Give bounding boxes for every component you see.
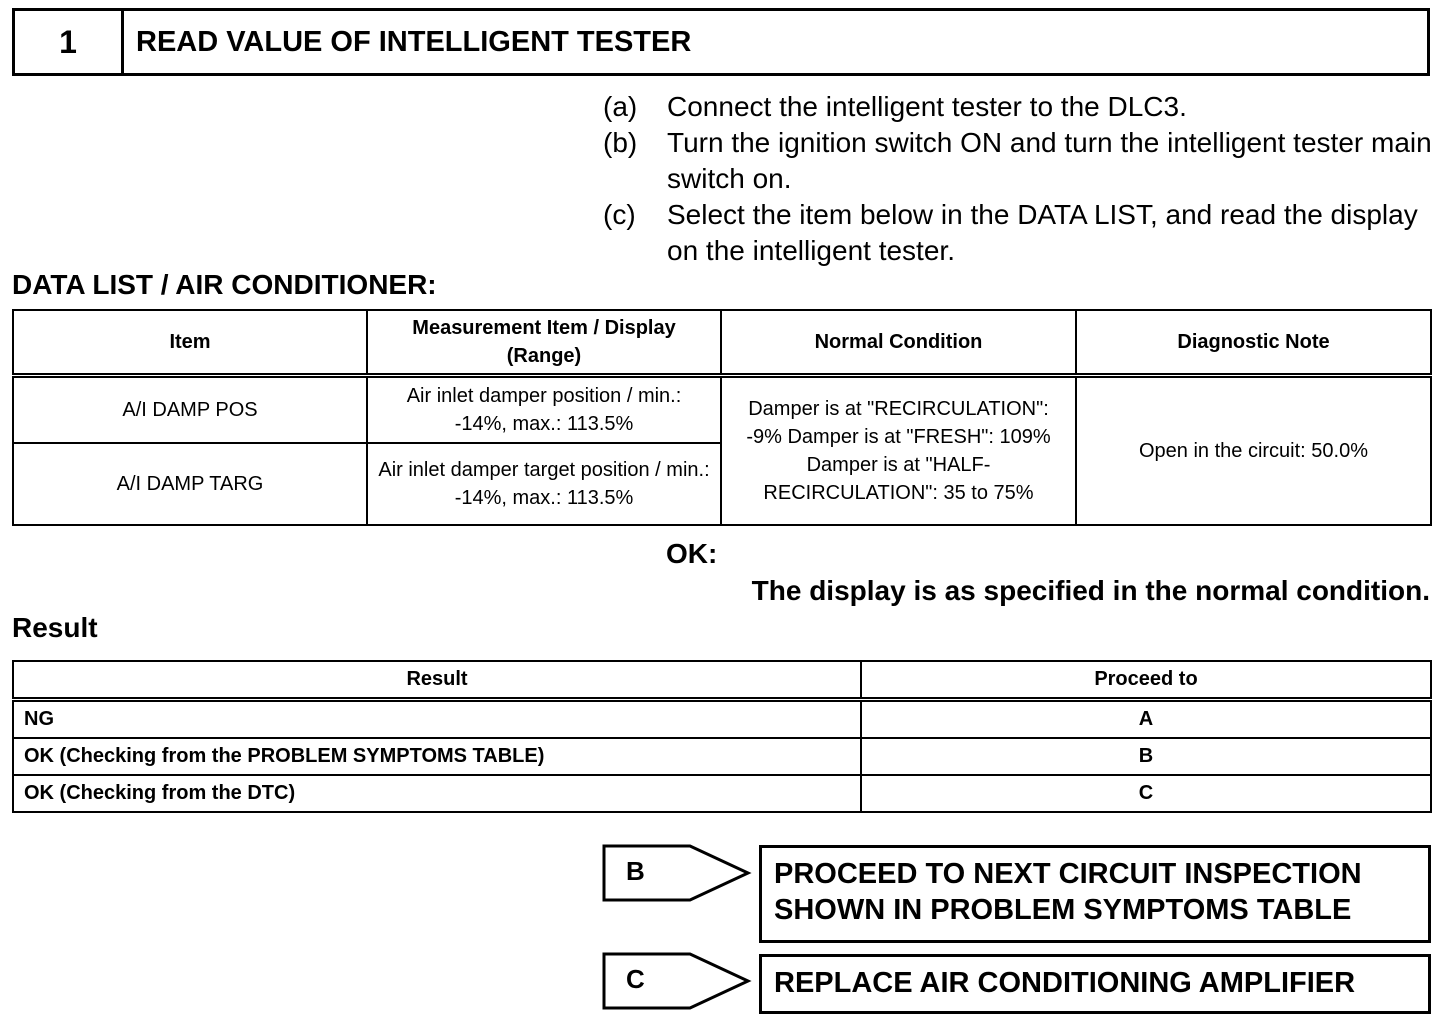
arrow-tag-icon: [602, 952, 752, 1010]
table-header-row: [13, 310, 1431, 376]
item-cell: A/I DAMP POS: [13, 376, 367, 444]
proceed-arrow-b: [602, 844, 752, 902]
data-list-heading: DATA LIST / AIR CONDITIONER:: [12, 269, 437, 300]
proceed-action-box: REPLACE AIR CONDITIONING AMPLIFIER: [759, 954, 1431, 1014]
column-header-normal-condition: Normal Condition: [721, 310, 1076, 376]
instruction-text: Turn the ignition switch ON and turn the intelligent tester main switch on.: [667, 127, 1432, 194]
proceed-cell: B: [861, 738, 1431, 775]
result-cell: NG: [13, 700, 861, 739]
column-header-proceed-to: Proceed to: [861, 661, 1431, 700]
item-cell: A/I DAMP TARG: [13, 443, 367, 525]
instruction-text: Connect the intelligent tester to the DLC3.: [667, 91, 1187, 122]
instruction-text: Select the item below in the DATA LIST, and read the display on the intelligent tester.: [667, 199, 1418, 266]
instruction-item: [603, 89, 1433, 125]
measurement-cell: Air inlet damper target position / min.: -14%, max.: 113.5%: [367, 443, 721, 525]
table-header-row: [13, 661, 1431, 700]
arrow-tag-icon: [602, 844, 752, 902]
instruction-label: (c): [603, 199, 636, 230]
normal-condition-cell: Damper is at "RECIRCULATION": -9% Damper is at "FRESH": 109% Damper is at "HALF-RECIRCULATION": 35 to 75%: [721, 376, 1076, 526]
step-header: [12, 8, 1430, 76]
instruction-item: [603, 197, 1433, 269]
ok-label: OK:: [666, 538, 718, 569]
column-header-item: Item: [13, 310, 367, 376]
step-number: 1: [15, 11, 124, 73]
proceed-letter: B: [626, 856, 645, 886]
table-row: [13, 376, 1431, 444]
result-heading: Result: [12, 612, 98, 643]
column-header-result: Result: [13, 661, 861, 700]
proceed-action-box: PROCEED TO NEXT CIRCUIT INSPECTION SHOWN IN PROBLEM SYMPTOMS TABLE: [759, 845, 1431, 943]
proceed-cell: A: [861, 700, 1431, 739]
result-cell: OK (Checking from the PROBLEM SYMPTOMS TABLE): [13, 738, 861, 775]
step-title: READ VALUE OF INTELLIGENT TESTER: [136, 25, 692, 58]
instruction-label: (b): [603, 127, 638, 158]
result-table: [12, 660, 1432, 813]
table-row: [13, 738, 1431, 775]
proceed-letter: C: [626, 964, 645, 994]
table-row: [13, 775, 1431, 812]
result-cell: OK (Checking from the DTC): [13, 775, 861, 812]
measurement-cell: Air inlet damper position / min.: -14%, max.: 113.5%: [367, 376, 721, 444]
instruction-item: [603, 125, 1433, 197]
proceed-arrow-c: [602, 952, 752, 1010]
instruction-list: [603, 89, 1433, 269]
instruction-label: (a): [603, 91, 638, 122]
column-header-diagnostic-note: Diagnostic Note: [1076, 310, 1431, 376]
data-list-table: [12, 309, 1432, 526]
ok-spec-text: The display is as specified in the normal condition.: [751, 575, 1430, 606]
table-row: [13, 700, 1431, 739]
diagnostic-note-cell: Open in the circuit: 50.0%: [1076, 376, 1431, 526]
column-header-measurement: Measurement Item / Display (Range): [367, 310, 721, 376]
proceed-cell: C: [861, 775, 1431, 812]
